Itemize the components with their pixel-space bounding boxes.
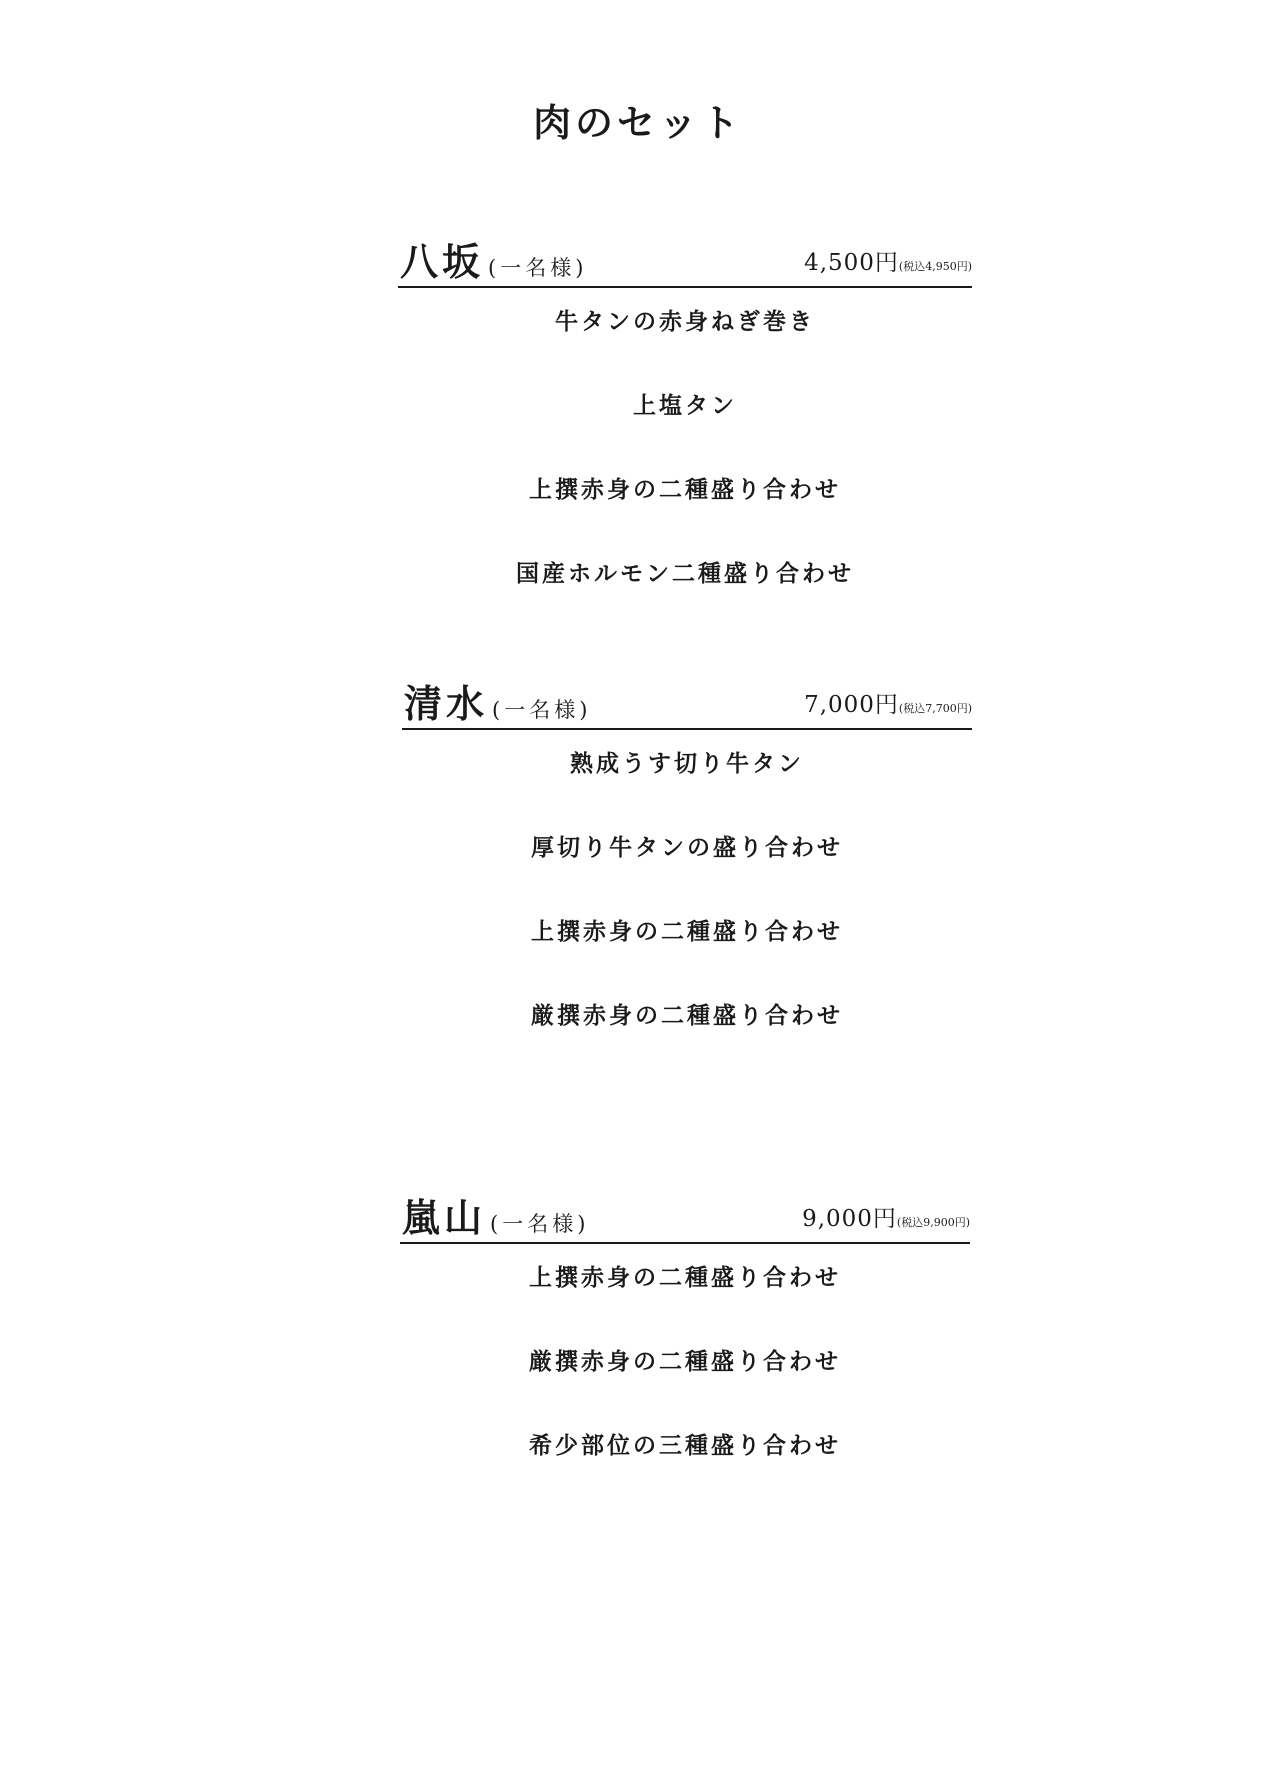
price-tax-included: (税込7,700円) (898, 702, 972, 715)
list-item: 国産ホルモン二種盛り合わせ (516, 560, 854, 587)
course-unit: (一名様) (492, 698, 592, 722)
course-item-list (400, 1236, 970, 1488)
course-item-list (398, 280, 972, 616)
course-unit: (一名様) (488, 256, 588, 280)
list-item: 厳撰赤身の二種盛り合わせ (531, 1002, 843, 1029)
list-item: 希少部位の三種盛り合わせ (529, 1432, 841, 1459)
course-item-list (402, 722, 972, 1058)
course-unit: (一名様) (490, 1212, 590, 1236)
list-item: 厚切り牛タンの盛り合わせ (531, 834, 843, 861)
price-amount: 7,000円 (804, 692, 899, 718)
price-amount: 4,500円 (804, 250, 899, 276)
list-item: 上撰赤身の二種盛り合わせ (529, 476, 841, 503)
list-item: 上撰赤身の二種盛り合わせ (531, 918, 843, 945)
price-tax-included: (税込4,950円) (898, 260, 972, 273)
course-header (398, 238, 972, 288)
course-arashiyama (400, 1194, 970, 1488)
course-name: 八坂 (400, 239, 485, 284)
course-name: 清水 (404, 681, 489, 726)
price-amount: 9,000円 (802, 1206, 897, 1232)
course-header (400, 1194, 970, 1244)
page-title: 肉のセット (532, 100, 743, 145)
course-price (802, 1205, 970, 1237)
list-item: 上塩タン (633, 392, 737, 419)
course-header (402, 680, 972, 730)
course-name: 嵐山 (402, 1195, 487, 1240)
course-yasaka (398, 238, 972, 616)
list-item: 厳撰赤身の二種盛り合わせ (529, 1348, 841, 1375)
list-item: 牛タンの赤身ねぎ巻き (555, 308, 815, 335)
course-kiyomizu (402, 680, 972, 1058)
list-item: 熟成うす切り牛タン (570, 750, 804, 777)
course-price (804, 249, 972, 281)
list-item: 上撰赤身の二種盛り合わせ (529, 1264, 841, 1291)
price-tax-included: (税込9,900円) (896, 1216, 970, 1229)
course-price (804, 691, 972, 723)
